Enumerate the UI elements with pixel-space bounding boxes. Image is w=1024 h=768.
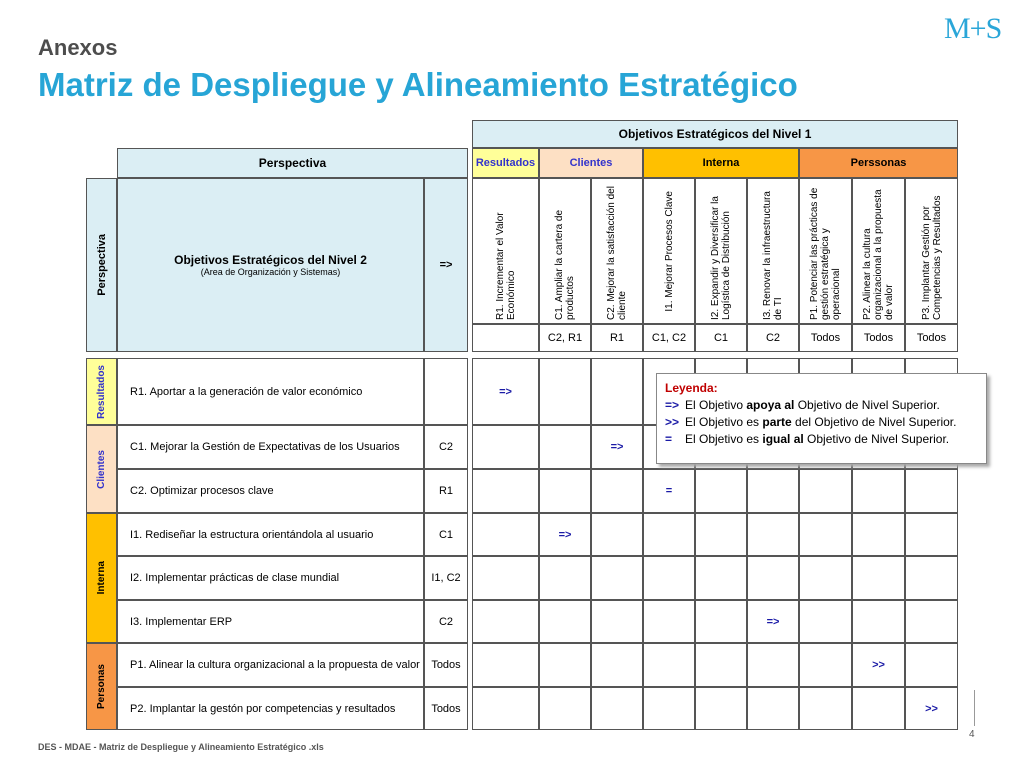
row-ref-2: C2 xyxy=(424,425,468,469)
matrix-cell xyxy=(905,643,958,687)
row-ref-6: C2 xyxy=(424,600,468,643)
column-ref-4: C1, C2 xyxy=(643,324,695,352)
column-header-8-text: P2. Alinear la cultura organizacional a la propuesta de valor xyxy=(862,189,895,320)
matrix-cell: => xyxy=(747,600,799,643)
legend-emphasis: apoya al xyxy=(746,398,795,412)
matrix-cell xyxy=(905,556,958,600)
matrix-cell xyxy=(852,469,905,513)
slide-title: Matriz de Despliegue y Alineamiento Estratégico xyxy=(38,66,798,103)
row-label-7: P1. Alinear la cultura organizacional a la propuesta de valor xyxy=(117,643,424,687)
matrix-cell xyxy=(472,556,539,600)
matrix-cell xyxy=(472,513,539,556)
column-ref-1 xyxy=(472,324,539,352)
matrix-cell xyxy=(539,469,591,513)
matrix-cell xyxy=(539,687,591,730)
arrow-header: => xyxy=(424,178,468,352)
legend-title: Leyenda: xyxy=(665,381,718,395)
matrix-cell xyxy=(747,643,799,687)
legend-symbol: = xyxy=(665,432,673,446)
legend-emphasis: parte xyxy=(762,415,792,429)
row-label-5: I2. Implementar prácticas de clase mundial xyxy=(117,556,424,600)
matrix-cell xyxy=(852,556,905,600)
matrix-cell xyxy=(799,556,852,600)
matrix-cell xyxy=(695,469,747,513)
column-ref-5: C1 xyxy=(695,324,747,352)
matrix-cell xyxy=(591,469,643,513)
legend-symbol: >> xyxy=(665,415,680,429)
column-header-2-text: C1. Ampliar la cartera de productos xyxy=(554,209,576,320)
column-header-4 xyxy=(643,178,695,324)
legend-text: El Objetivo xyxy=(685,398,747,412)
level2-header-title: Objetivos Estratégicos del Nivel 2 xyxy=(174,253,367,267)
matrix-cell: => xyxy=(539,513,591,556)
row-ref-5: I1, C2 xyxy=(424,556,468,600)
column-header-1 xyxy=(472,178,539,324)
row-group-interna xyxy=(86,513,117,643)
column-header-4-text: I1. Mejorar Procesos Clave xyxy=(663,190,675,312)
legend-emphasis: igual al xyxy=(762,432,804,446)
column-ref-8: Todos xyxy=(852,324,905,352)
legend-text: Objetivo de Nivel Superior. xyxy=(794,398,940,412)
legend-symbol: => xyxy=(665,398,680,412)
matrix-cell xyxy=(852,600,905,643)
level1-header: Objetivos Estratégicos del Nivel 1 xyxy=(472,120,958,148)
column-header-6 xyxy=(747,178,799,324)
legend-items xyxy=(665,397,978,448)
legend-text: Objetivo de Nivel Superior. xyxy=(803,432,950,446)
perspective-vertical-header-text: Perspectiva xyxy=(95,234,108,296)
matrix-cell xyxy=(905,513,958,556)
row-ref-7: Todos xyxy=(424,643,468,687)
matrix-cell xyxy=(472,687,539,730)
matrix-cell xyxy=(799,513,852,556)
matrix-cell xyxy=(591,687,643,730)
row-ref-8: Todos xyxy=(424,687,468,730)
column-header-6-text: I3. Renovar la infraestructura de TI xyxy=(762,191,784,320)
legend-text: El Objetivo es xyxy=(685,432,763,446)
page-number: 4 xyxy=(969,729,975,740)
matrix-cell xyxy=(747,513,799,556)
column-group-interna: Interna xyxy=(643,148,799,178)
column-ref-2: C2, R1 xyxy=(539,324,591,352)
column-group-clientes: Clientes xyxy=(539,148,643,178)
row-label-1: R1. Aportar a la generación de valor económico xyxy=(117,358,424,425)
column-ref-6: C2 xyxy=(747,324,799,352)
column-ref-3: R1 xyxy=(591,324,643,352)
matrix-cell xyxy=(799,469,852,513)
row-group-resultados-text: Resultados xyxy=(96,364,107,419)
level2-header xyxy=(117,178,424,352)
column-header-8 xyxy=(852,178,905,324)
matrix-cell xyxy=(472,643,539,687)
matrix-cell xyxy=(695,513,747,556)
matrix-cell: >> xyxy=(905,687,958,730)
matrix-cell xyxy=(905,600,958,643)
matrix-cell: => xyxy=(591,425,643,469)
section-title: Anexos xyxy=(38,35,118,60)
matrix-cell xyxy=(695,643,747,687)
matrix-cell xyxy=(852,513,905,556)
perspective-header: Perspectiva xyxy=(117,148,468,178)
matrix-cell xyxy=(591,600,643,643)
column-ref-9: Todos xyxy=(905,324,958,352)
legend-item xyxy=(665,397,978,414)
column-header-9 xyxy=(905,178,958,324)
row-ref-4: C1 xyxy=(424,513,468,556)
matrix-cell xyxy=(799,687,852,730)
column-header-7-text: P1. Potenciar las prácticas de gestión estratégica y operacional xyxy=(809,187,842,320)
matrix-cell xyxy=(643,687,695,730)
row-ref-1 xyxy=(424,358,468,425)
matrix-cell xyxy=(539,425,591,469)
row-label-8: P2. Implantar la gestón por competencias y resultados xyxy=(117,687,424,730)
matrix-cell xyxy=(591,358,643,425)
matrix-cell xyxy=(643,600,695,643)
matrix-cell xyxy=(695,687,747,730)
matrix-cell xyxy=(591,556,643,600)
column-ref-7: Todos xyxy=(799,324,852,352)
legend-item xyxy=(665,414,978,431)
matrix-cell xyxy=(695,600,747,643)
legend-item xyxy=(665,431,978,448)
column-header-2 xyxy=(539,178,591,324)
legend-text: El Objetivo es xyxy=(685,415,763,429)
matrix-cell xyxy=(539,643,591,687)
matrix-cell xyxy=(747,687,799,730)
matrix-cell xyxy=(695,556,747,600)
column-header-5-text: I2. Expandir y Diversificar la Logística de Distribución xyxy=(710,196,732,320)
matrix-cell xyxy=(472,425,539,469)
column-header-3 xyxy=(591,178,643,324)
matrix-cell: => xyxy=(472,358,539,425)
row-group-resultados xyxy=(86,358,117,425)
matrix-cell xyxy=(799,600,852,643)
company-logo: M+S xyxy=(944,12,1002,45)
row-label-3: C2. Optimizar procesos clave xyxy=(117,469,424,513)
matrix-cell xyxy=(643,643,695,687)
column-group-perssonas: Perssonas xyxy=(799,148,958,178)
matrix-cell xyxy=(643,513,695,556)
legend-text: del Objetivo de Nivel Superior. xyxy=(791,415,957,429)
row-group-personas-text: Personas xyxy=(96,663,107,710)
matrix-cell xyxy=(472,600,539,643)
column-header-5 xyxy=(695,178,747,324)
matrix-cell xyxy=(643,556,695,600)
row-group-personas xyxy=(86,643,117,730)
matrix-cell xyxy=(799,643,852,687)
column-group-resultados: Resultados xyxy=(472,148,539,178)
row-group-clientes xyxy=(86,425,117,513)
column-header-1-text: R1. Incrementar el Valor Económico xyxy=(494,212,517,320)
row-group-interna-text: Interna xyxy=(96,561,107,595)
matrix-cell xyxy=(539,358,591,425)
perspective-vertical-header xyxy=(86,178,117,352)
matrix-cell: >> xyxy=(852,643,905,687)
matrix-cell xyxy=(539,600,591,643)
matrix-cell xyxy=(472,469,539,513)
level2-header-subtitle: (Area de Organización y Sistemas) xyxy=(200,267,341,277)
matrix-cell xyxy=(852,687,905,730)
matrix-cell xyxy=(747,556,799,600)
column-header-7 xyxy=(799,178,852,324)
row-label-2: C1. Mejorar la Gestión de Expectativas de los Usuarios xyxy=(117,425,424,469)
row-label-6: I3. Implementar ERP xyxy=(117,600,424,643)
matrix-cell xyxy=(539,556,591,600)
column-header-3-text: C2. Mejorar la satisfacción del cliente xyxy=(606,186,628,320)
matrix-cell xyxy=(591,513,643,556)
row-ref-3: R1 xyxy=(424,469,468,513)
matrix-cell: = xyxy=(643,469,695,513)
divider-line xyxy=(974,690,975,726)
row-label-4: I1. Rediseñar la estructura orientándola al usuario xyxy=(117,513,424,556)
matrix-cell xyxy=(747,469,799,513)
column-header-9-text: P3. Implantar Gestión por Competencias y Resultados xyxy=(920,195,943,320)
matrix-cell xyxy=(905,469,958,513)
matrix-cell xyxy=(591,643,643,687)
row-group-clientes-text: Clientes xyxy=(96,449,107,489)
legend-box xyxy=(656,373,987,464)
footer-text: DES - MDAE - Matriz de Despliegue y Alineamiento Estratégico .xls xyxy=(38,742,324,752)
